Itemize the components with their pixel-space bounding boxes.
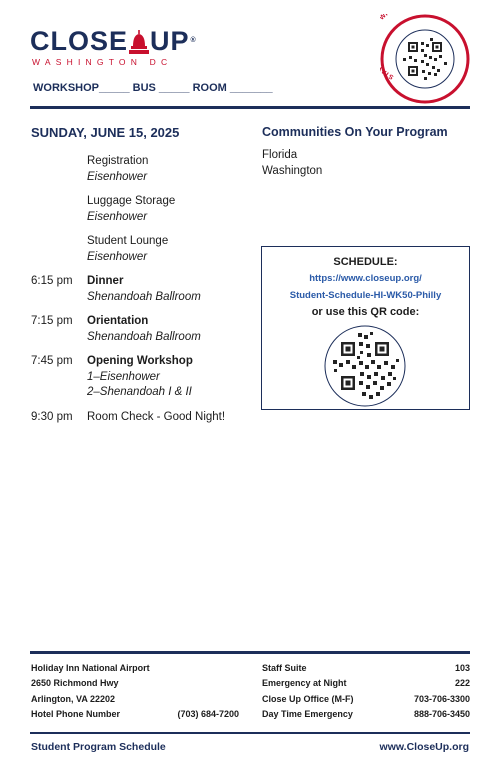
schedule-row — [31, 274, 251, 305]
footer-value: 222 — [454, 678, 470, 689]
event-title: Dinner — [87, 275, 124, 287]
schedule-row — [31, 410, 251, 426]
footer-label: 2650 Richmond Hwy — [31, 678, 119, 689]
qr-badge-text: STA I — [380, 14, 396, 81]
day-title: SUNDAY, JUNE 15, 2025 — [31, 125, 180, 140]
schedule-event — [87, 154, 148, 185]
footer-value: (703) 684-7200 — [177, 709, 239, 720]
schedule-row — [31, 154, 251, 185]
community-item: Florida — [262, 149, 298, 161]
schedule-list — [31, 154, 251, 434]
schedule-url-line-1[interactable]: https://www.closeup.org/ — [309, 273, 422, 284]
logo-wordmark — [30, 26, 197, 56]
event-title: Room Check - Good Night! — [87, 410, 226, 423]
footer-divider — [30, 651, 470, 654]
capitol-dome-icon — [129, 30, 149, 54]
website-link[interactable]: www.CloseUp.org — [379, 741, 469, 753]
event-location: 2–Shenandoah I & II — [87, 386, 192, 398]
footer-label: Hotel Phone Number — [31, 709, 121, 720]
footer-label: Day Time Emergency — [262, 709, 353, 720]
schedule-link-box — [261, 246, 470, 410]
footer-label: Staff Suite — [262, 663, 307, 673]
schedule-row — [31, 314, 251, 345]
footer-row — [262, 692, 470, 707]
footer-row — [31, 676, 239, 691]
event-title: Opening Workshop — [87, 355, 193, 367]
schedule-qr-code[interactable] — [324, 325, 406, 407]
schedule-url-line-2[interactable]: Student-Schedule-HI-WK50-Philly — [289, 290, 442, 301]
communities-title: Communities On Your Program — [262, 125, 448, 139]
schedule-event — [87, 194, 175, 225]
stay-connected-qr-badge[interactable] — [380, 14, 470, 104]
schedule-time — [31, 154, 87, 185]
schedule-row — [31, 194, 251, 225]
schedule-time — [31, 234, 87, 265]
event-title: Student Lounge — [87, 235, 169, 247]
hotel-info — [31, 661, 239, 723]
schedule-time: 7:45 pm — [31, 355, 73, 367]
schedule-row — [31, 234, 251, 265]
community-item: Washington — [262, 165, 323, 177]
event-location: 1–Eisenhower — [87, 370, 160, 383]
workshop-bus-room-line: WORKSHOP_____ BUS _____ ROOM _______ — [33, 82, 273, 94]
event-location: Eisenhower — [87, 210, 148, 223]
footer-value: 703-706-3300 — [413, 693, 470, 704]
footer-value: 888-706-3450 — [413, 709, 470, 720]
footer-row — [262, 676, 470, 691]
schedule-event — [87, 354, 193, 401]
schedule-box-title: SCHEDULE: — [333, 256, 398, 268]
qr-instruction: or use this QR code: — [311, 306, 420, 318]
footer-value: 103 — [454, 663, 470, 673]
footer-row — [31, 661, 239, 676]
logo-word-left: CLOSE — [30, 26, 129, 56]
event-location: Eisenhower — [87, 170, 148, 183]
schedule-time — [31, 194, 87, 225]
footer-label: Emergency at Night — [262, 678, 347, 689]
schedule-event — [87, 410, 225, 426]
close-up-logo — [30, 26, 197, 67]
event-location: Eisenhower — [87, 250, 148, 263]
schedule-event — [87, 314, 201, 345]
footer-row — [31, 707, 239, 722]
footer-label: Arlington, VA 22202 — [31, 693, 116, 704]
event-location: Shenandoah Ballroom — [87, 330, 201, 343]
footer-row — [31, 692, 239, 707]
event-location: Shenandoah Ballroom — [87, 290, 201, 303]
footer-row — [262, 707, 470, 722]
registered-mark: ® — [190, 37, 197, 44]
schedule-event — [87, 274, 201, 305]
contact-numbers — [262, 661, 470, 723]
schedule-time: 9:30 pm — [31, 410, 73, 423]
event-title: Luggage Storage — [87, 195, 176, 207]
logo-word-right: UP — [150, 26, 190, 56]
schedule-time: 6:15 pm — [31, 275, 73, 287]
event-title: Registration — [87, 155, 149, 167]
logo-subtitle: WASHINGTON DC — [32, 57, 173, 67]
schedule-row — [31, 354, 251, 401]
schedule-event — [87, 234, 168, 265]
qr-badge-graphic — [380, 14, 470, 104]
bottom-divider — [30, 732, 470, 734]
footer-label: Close Up Office (M-F) — [262, 693, 354, 704]
footer-row — [262, 661, 470, 676]
event-title: Orientation — [87, 315, 149, 327]
document-label: Student Program Schedule — [31, 741, 166, 753]
communities-list — [262, 147, 322, 179]
footer-label: Holiday Inn National Airport — [31, 663, 150, 673]
header-divider — [30, 106, 470, 109]
schedule-time: 7:15 pm — [31, 315, 73, 327]
